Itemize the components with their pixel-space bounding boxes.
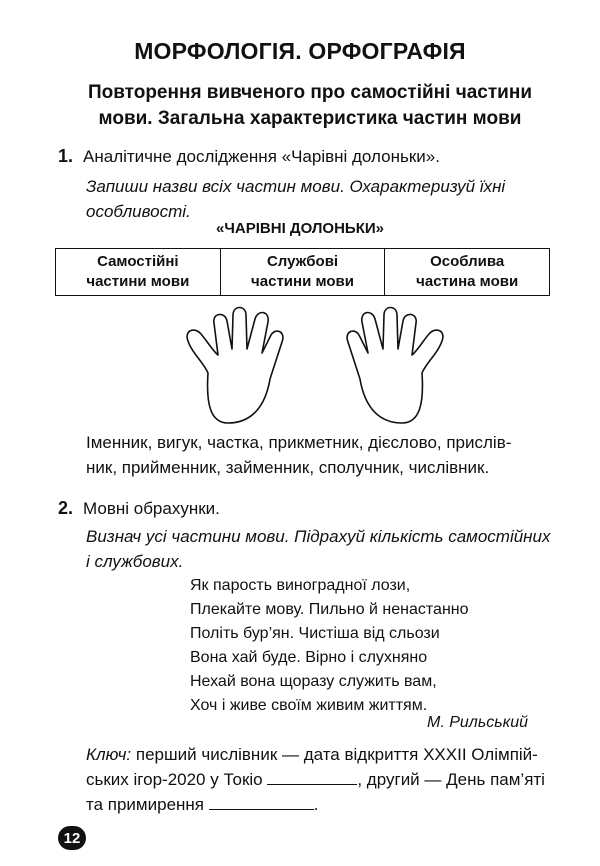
right-hand-icon xyxy=(347,308,443,424)
left-hand-icon xyxy=(187,308,283,424)
poem-line: Хоч і живе своїм живим життям. xyxy=(190,697,428,714)
task2-title: Мовні обрахунки. xyxy=(83,499,220,518)
poem-author: М. Рильський xyxy=(427,714,528,731)
poem-line: Плекайте мову. Пильно й ненастанно xyxy=(190,601,469,618)
poem xyxy=(190,574,550,718)
task1-instruction: Запиши назви всіх частин мови. Охарактеризуй їхні особливості. xyxy=(86,177,506,221)
hands-illustration xyxy=(170,305,460,430)
poem-line: Нехай вона щоразу служить вам, xyxy=(190,673,437,690)
table-title: «ЧАРІВНІ ДОЛОНЬКИ» xyxy=(216,220,384,237)
task1-title: Аналітичне дослідження «Чарівні долоньки». xyxy=(83,147,440,166)
task1-number: 1. xyxy=(58,146,74,166)
parts-of-speech-table xyxy=(55,248,550,296)
page-title: МОРФОЛОГІЯ. ОРФОГРАФІЯ xyxy=(134,38,466,64)
task1-heading xyxy=(58,146,440,167)
column-independent: Самостійні частини мови xyxy=(56,249,221,295)
poem-line: Як парость виноградної лози, xyxy=(190,577,411,594)
column-auxiliary: Службові частини мови xyxy=(221,249,386,295)
task2-heading xyxy=(58,498,220,519)
column-special: Особлива частина мови xyxy=(416,253,519,290)
answer-blank-2[interactable] xyxy=(209,795,314,810)
task2-number: 2. xyxy=(58,498,74,518)
task2-instruction: Визнач усі частини мови. Підрахуй кількість самостійних і службових. xyxy=(86,527,551,571)
answer-blank-1[interactable] xyxy=(267,770,357,785)
answer-key: Ключ: перший числівник — дата відкриття ХХХІІ Олімпій- ських ігор-2020 у Токіо , другий — День пам’яті та примирення . xyxy=(86,745,545,814)
page-number: 12 xyxy=(58,826,86,850)
parts-of-speech-list: Іменник, вигук, частка, прикметник, дієслово, прислів- ник, прийменник, займенник, сполучник, числівник. xyxy=(86,433,512,477)
lesson-subtitle: Повторення вивченого про самостійні частини мови. Загальна характеристика частин мови xyxy=(87,82,533,129)
key-label: Ключ: xyxy=(86,745,132,764)
poem-line: Вона хай буде. Вірно і слухняно xyxy=(190,649,428,666)
poem-line: Політь бур’ян. Чистіша від сльози xyxy=(190,625,440,642)
